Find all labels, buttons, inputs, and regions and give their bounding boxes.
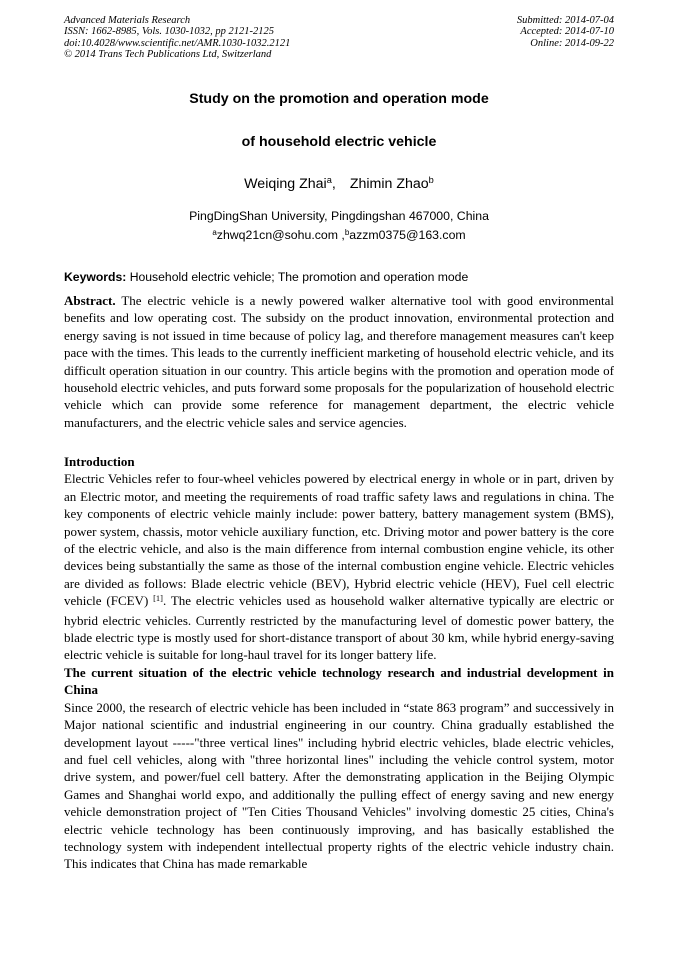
- abstract: [64, 292, 614, 431]
- submitted-date: Submitted: 2014-07-04: [516, 15, 614, 26]
- section-heading-introduction: Introduction: [64, 454, 135, 469]
- email-address: zhwq21cn@sohu.com: [216, 228, 338, 242]
- email-mark: a: [212, 228, 217, 238]
- paper-title-line2: of household electric vehicle: [241, 134, 437, 150]
- section-heading-current-situation: The current situation of the electric vehicle technology research and industrial development in China: [64, 664, 614, 698]
- abstract-text: The electric vehicle is a newly powered walker alternative tool with good environmental benefits and low operating cost. The subsidy on the product innovation, environmental protection and energy saving is not issued in time because of policy lag, and therefore management measures can't keep pace with the times. This leads to the currently inefficient marketing of household electric vehicle, and its difficult operation situation in our country. This article begins with the promotion and operation mode of household electric vehicles, and puts forward some proposals for the popularization of household electric vehicle which can provide some reference for management department, the electric vehicle manufacturers, and the electric vehicle sales and service agencies.: [64, 293, 614, 430]
- main-text: [64, 453, 614, 873]
- author-separator: ,: [331, 176, 336, 192]
- keywords-label: Keywords:: [64, 270, 127, 284]
- submission-dates: [517, 15, 614, 49]
- affiliation-institution: PingDingShan University, Pingdingshan 467000, China: [189, 209, 489, 223]
- journal-doi: doi:10.4028/www.scientific.net/AMR.1030-1032.2121: [64, 37, 291, 49]
- accepted-date: Accepted: 2014-07-10: [520, 26, 614, 38]
- email-mark: b: [344, 228, 350, 238]
- author-name: Zhimin Zhao: [349, 176, 429, 192]
- paragraph-text: . The electric vehicles used as household walker alternative typically are electric or hybrid electric vehicles. Currently restricted by the manufacturing level of domestic power battery, the blade electric type is mostly used for short-distance transport of about 30 km, while hybrid energy-saving electric vehicle is suitable for long-haul travel for its longer battery life.: [64, 593, 614, 663]
- introduction-paragraph: [64, 470, 614, 663]
- citation-ref: [1]: [153, 593, 163, 604]
- journal-name: Advanced Materials Research: [64, 15, 191, 26]
- journal-issn: ISSN: 1662-8985, Vols. 1030-1032, pp 2121-2125: [64, 26, 274, 38]
- author-list: [0, 175, 678, 194]
- keywords: [64, 270, 614, 285]
- journal-info: [64, 15, 290, 60]
- author-affiliation-mark: b: [428, 175, 434, 186]
- email-separator: ,: [337, 228, 345, 242]
- author-emails: [0, 228, 678, 244]
- abstract-label: Abstract.: [64, 293, 116, 308]
- paper-title-line1: Study on the promotion and operation mode: [189, 91, 489, 107]
- current-situation-paragraph: Since 2000, the research of electric vehicle has been included in “state 863 program” and successively in Major national scientific and industrial engineering in our country. China gradually established the development layout -----"three vertical lines" including hybrid electric vehicles, blade electric vehicles, and fuel cell vehicles, along with "three horizontal lines" including the vehicle control system, motor drive system, and power/fuel cell battery. After the demonstrating application in the Beijing Olympic Games and Shanghai world expo, and additionally the pulling effect of energy saving and new energy vehicle demonstration project of "Ten Cities Thousand Vehicles" involving domestic 25 cities, China's electric vehicle technology has been continuously improving, and has basically established the technology system with independent intellectual property rights of the electric vehicle industry chain. This indicates that China has made remarkable: [64, 699, 614, 872]
- journal-copyright: © 2014 Trans Tech Publications Ltd, Switzerland: [64, 48, 272, 60]
- keywords-text: Household electric vehicle; The promotion and operation mode: [126, 270, 469, 284]
- author-affiliation-mark: a: [326, 175, 332, 186]
- author-name: Weiqing Zhai: [244, 176, 327, 192]
- paragraph-text: Electric Vehicles refer to four-wheel vehicles powered by electrical energy in whole or in part, driven by an Electric motor, and meeting the requirements of road traffic safety laws and regulations in china. The key components of electric vehicle mainly include: power battery, battery management system (BMS), power system, chassis, motor vehicle auxiliary function, etc. Driving motor and power battery is the core of the electric vehicle, and also is the main difference from internal combustion engine vehicle, its other devices being substantially the same as those of the internal combustion engine vehicle. Electric vehicles are divided as follows: Blade electric vehicle (BEV), Hybrid electric vehicle (HEV), Fuel cell electric vehicle (FCEV): [64, 471, 614, 609]
- online-date: Online: 2014-09-22: [530, 37, 614, 49]
- email-address: azzm0375@163.com: [349, 228, 466, 242]
